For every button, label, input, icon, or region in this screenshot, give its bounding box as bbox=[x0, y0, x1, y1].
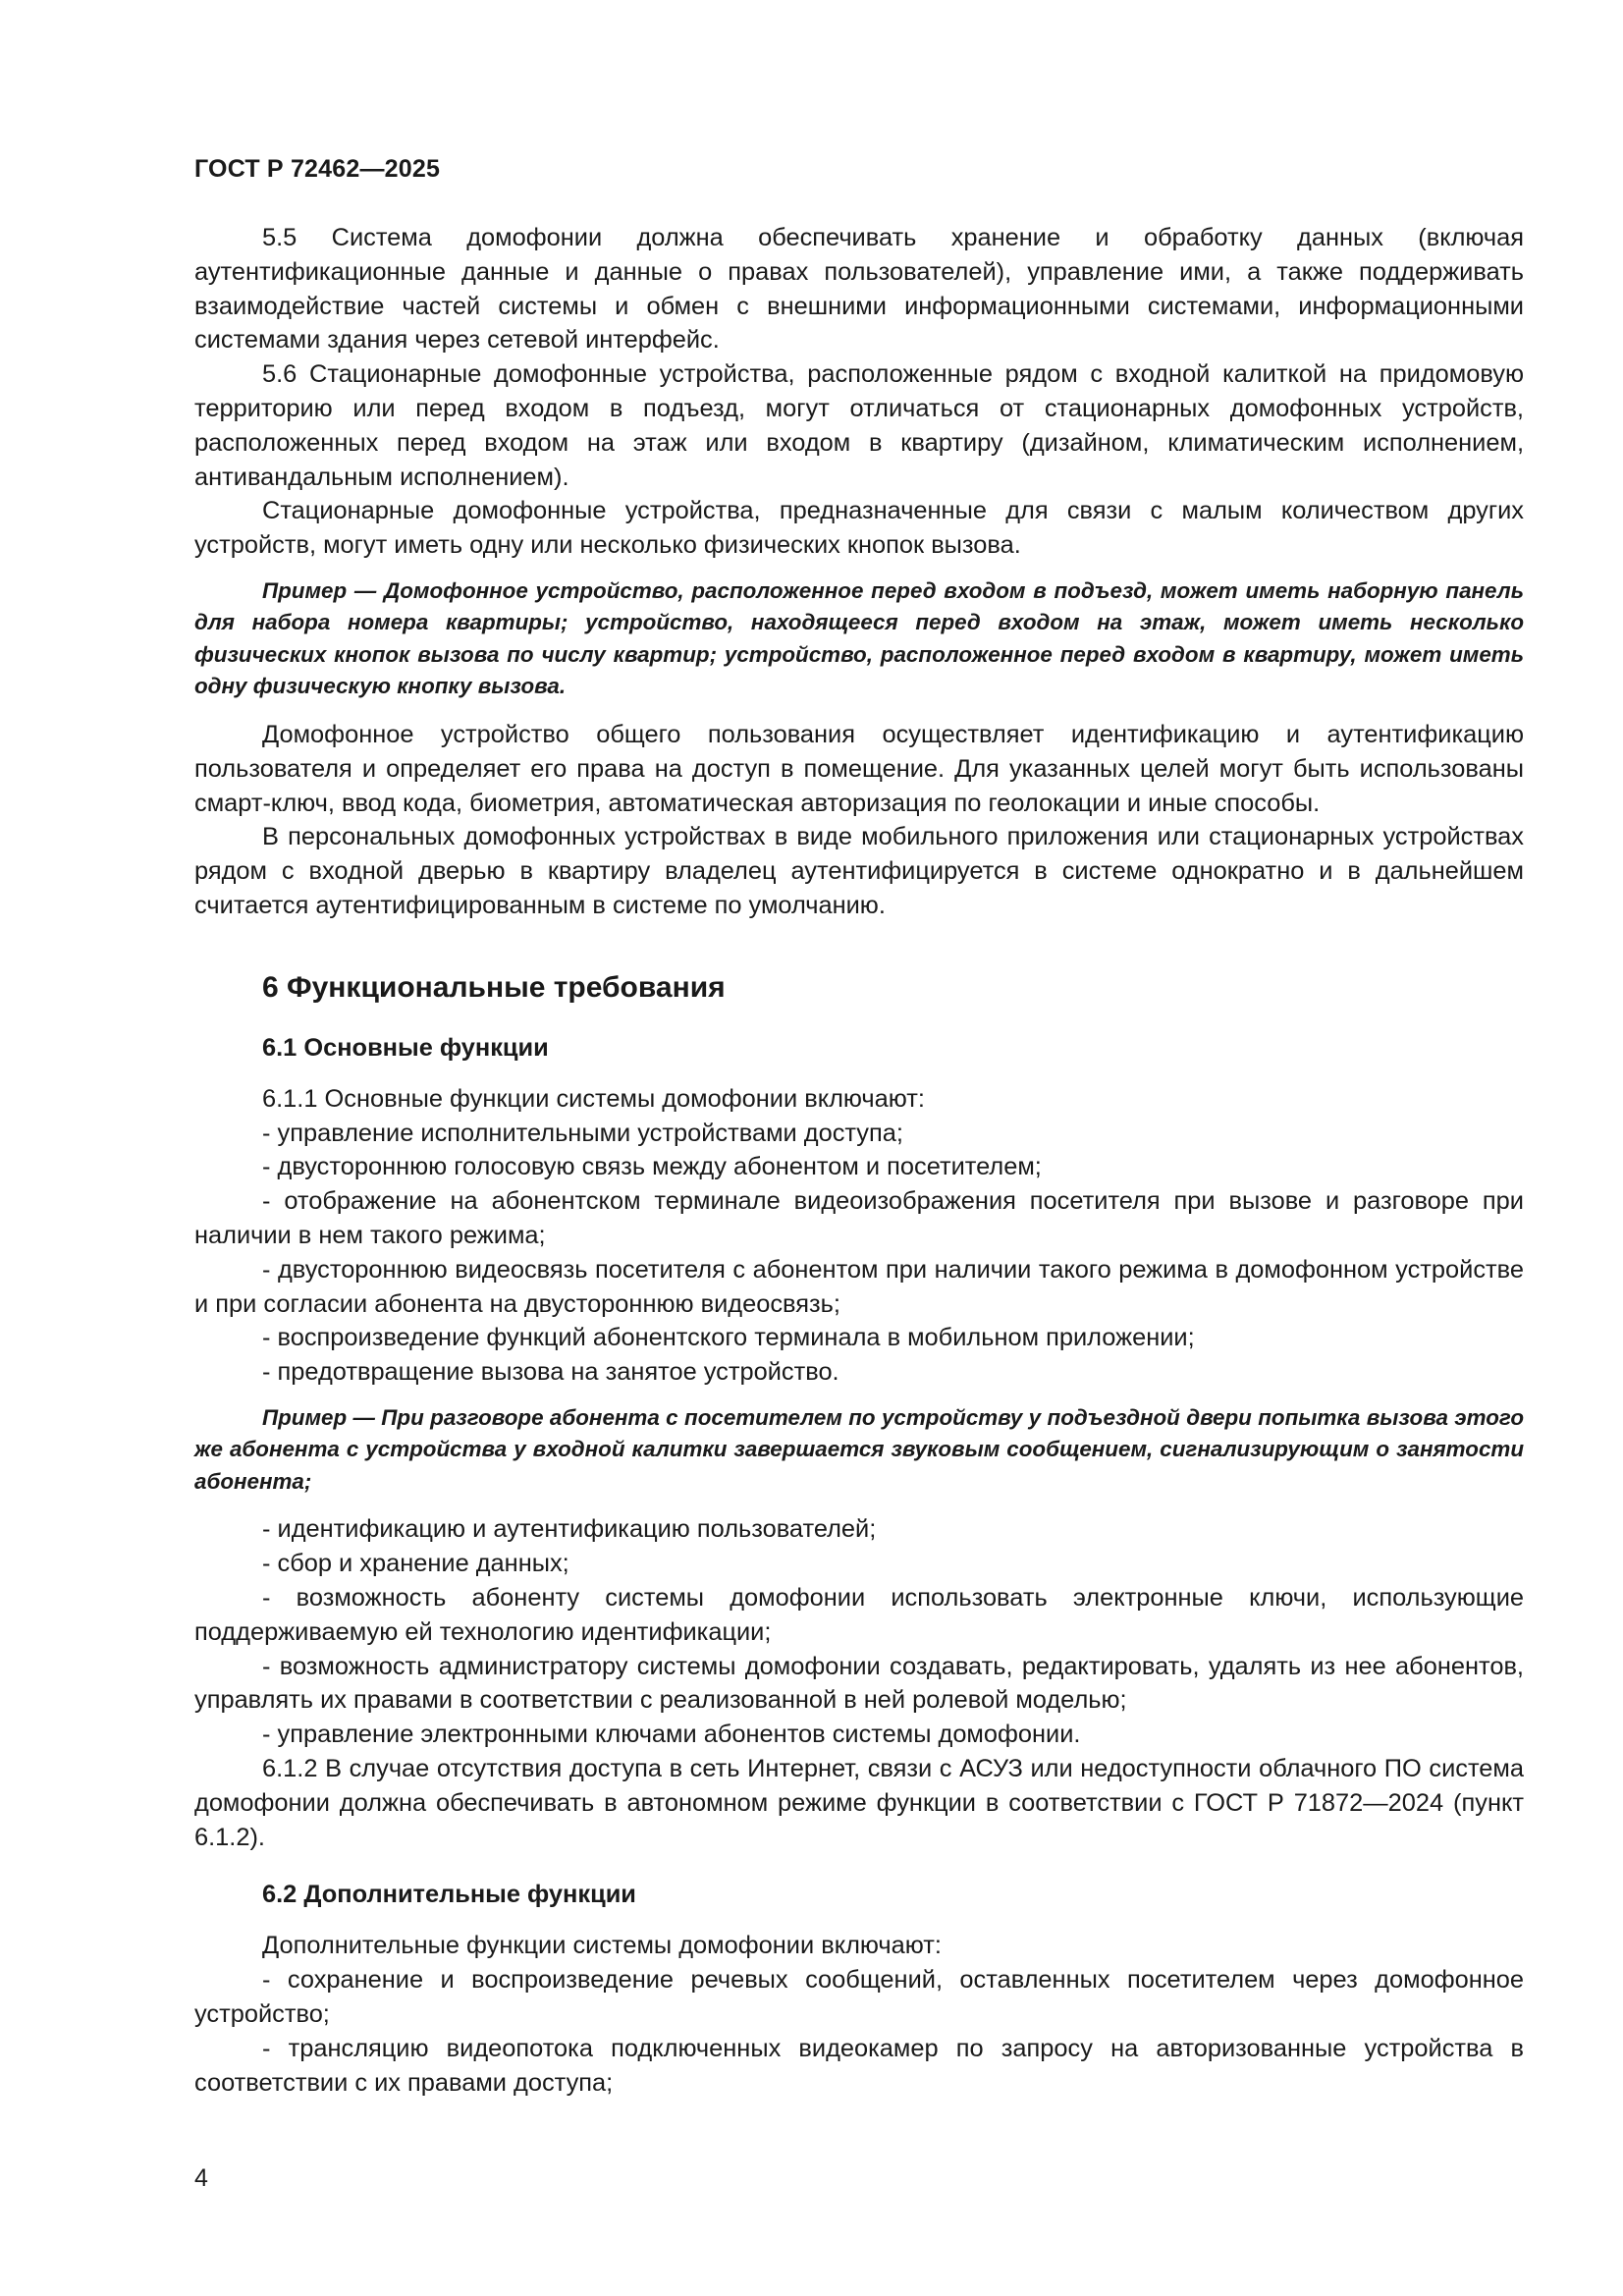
document-page bbox=[194, 0, 1524, 2296]
paragraph-6-1-2: 6.1.2 В случае отсутствия доступа в сеть Интернет, связи с АСУЗ или недоступности облачного ПО система домофонии должна обеспечивать в автономном режиме функции в соответствии с ГОСТ Р 71872—2024 (пункт 6.1.2). bbox=[194, 1755, 1524, 1851]
list-item: - идентификацию и аутентификацию пользователей; bbox=[262, 1515, 877, 1544]
list-item: - возможность администратору системы домофонии создавать, редактировать, удалять из нее абонентов, управлять их правами в соответствии с реализованной в ней ролевой моделью; bbox=[194, 1652, 1524, 1715]
paragraph-5-6-continued: Стационарные домофонные устройства, предназначенные для связи с малым количеством других устройств, могут иметь одну или несколько физических кнопок вызова. bbox=[194, 497, 1524, 560]
list-item: - двустороннюю голосовую связь между абонентом и посетителем; bbox=[262, 1153, 1042, 1181]
list-item: - воспроизведение функций абонентского терминала в мобильном приложении; bbox=[262, 1324, 1195, 1352]
example-note-1: Пример — Домофонное устройство, расположенное перед входом в подъезд, может иметь наборную панель для набора номера квартиры; устройство, находящееся перед входом на этаж, может иметь несколько физических кнопок вызова по числу квартир; устройство, расположенное перед входом в квартиру, может иметь одну физическую кнопку вызова. bbox=[194, 577, 1524, 699]
paragraph-5-6: 5.6 Стационарные домофонные устройства, расположенные рядом с входной калиткой на придомовую территорию или перед входом в подъезд, могут отличаться от стационарных домофонных устройств, расположенных перед входом на этаж или входом в квартиру (дизайном, климатическим исполнением, антивандальным исполнением). bbox=[194, 360, 1524, 491]
section-6-heading: 6 Функциональные требования bbox=[262, 970, 726, 1004]
paragraph-personal-devices: В персональных домофонных устройствах в виде мобильного приложения или стационарных устройствах рядом с входной дверью в квартиру владелец аутентифицируется в системе однократно и в дальнейшем считается аутентифицированным в системе по умолчанию. bbox=[194, 823, 1524, 919]
list-item: - отображение на абонентском терминале видеоизображения посетителя при вызове и разговоре при наличии в нем такого режима; bbox=[194, 1187, 1524, 1249]
example-note-2: Пример — При разговоре абонента с посетителем по устройству у подъездной двери попытка вызова этого же абонента с устройства у входной калитки завершается звуковым сообщением, сигнализирующим о занятости абонента; bbox=[194, 1404, 1524, 1494]
list-item: - управление электронными ключами абонентов системы домофонии. bbox=[262, 1721, 1081, 1749]
list-item: - возможность абоненту системы домофонии использовать электронные ключи, использующие поддерживаемую ей технологию идентификации; bbox=[194, 1584, 1524, 1646]
paragraph-6-2-intro: Дополнительные функции системы домофонии включают: bbox=[262, 1932, 942, 1960]
list-item: - двустороннюю видеосвязь посетителя с абонентом при наличии такого режима в домофонном устройстве и при согласии абонента на двустороннюю видеосвязь; bbox=[194, 1255, 1524, 1318]
paragraph-5-5: 5.5 Система домофонии должна обеспечивать хранение и обработку данных (включая аутентификационные данные и данные о правах пользователей), управление ими, а также поддерживать взаимодействие частей системы и обмен с внешними информационными системами, информационными системами здания через сетевой интерфейс. bbox=[194, 224, 1524, 355]
subsection-6-2-heading: 6.2 Дополнительные функции bbox=[262, 1881, 636, 1909]
list-item: - сохранение и воспроизведение речевых сообщений, оставленных посетителем через домофонное устройство; bbox=[194, 1966, 1524, 2028]
paragraph-6-1-1: 6.1.1 Основные функции системы домофонии включают: bbox=[262, 1084, 925, 1113]
page-number: 4 bbox=[194, 2164, 208, 2192]
list-item: - трансляцию видеопотока подключенных видеокамер по запросу на авторизованные устройства в соответствии с их правами доступа; bbox=[194, 2034, 1524, 2097]
list-item: - предотвращение вызова на занятое устройство. bbox=[262, 1358, 839, 1387]
list-item: - сбор и хранение данных; bbox=[262, 1550, 569, 1578]
page-content bbox=[194, 221, 1524, 2100]
paragraph-authentication: Домофонное устройство общего пользования осуществляет идентификацию и аутентификацию пользователя и определяет его права на доступ в помещение. Для указанных целей могут быть использованы смарт-ключ, ввод кода, биометрия, автоматическая авторизация по геолокации и иные способы. bbox=[194, 720, 1524, 817]
subsection-6-1-heading: 6.1 Основные функции bbox=[262, 1033, 549, 1062]
document-code-header: ГОСТ Р 72462—2025 bbox=[194, 155, 441, 183]
list-item: - управление исполнительными устройствами доступа; bbox=[262, 1119, 903, 1147]
